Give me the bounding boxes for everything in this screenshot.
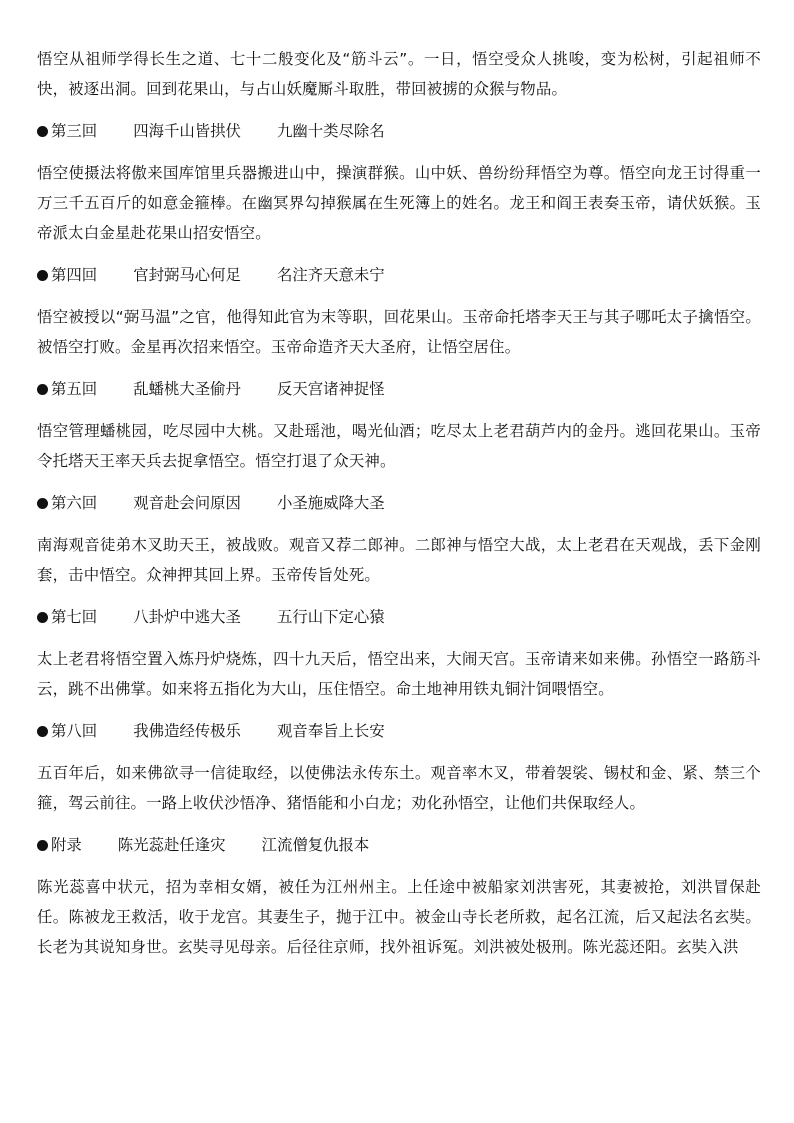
chapter-title-first: 四海千山皆拱伏 [133,122,241,140]
chapter-title-first: 八卦炉中逃大圣 [133,608,241,626]
intro-paragraph: 悟空从祖师学得长生之道、七十二般变化及“筋斗云”。一日，悟空受众人挑唆，变为松树，引起祖师不快，被逐出洞。回到花果山，与占山妖魔厮斗取胜，带回被掳的众猴与物品。 [37,50,761,98]
appendix-heading [37,830,761,860]
chapter-4-paragraph: 悟空被授以“弼马温”之官，他得知此官为末等职，回花果山。玉帝命托塔李天王与其子哪吒太子擒悟空。被悟空打败。金星再次招来悟空。玉帝命造齐天大圣府，让悟空居住。 [37,308,761,356]
chapter-title-second: 九幽十类尽除名 [276,122,385,140]
bullet-icon [37,498,48,509]
chapter-3-paragraph: 悟空使摄法将傲来国库馆里兵器搬进山中，操演群猴。山中妖、兽纷纷拜悟空为尊。悟空向龙王讨得重一万三千五百斤的如意金箍棒。在幽冥界勾掉猴属在生死簿上的姓名。龙王和阎王表奏玉帝，请伏妖猴。玉帝派太白金星赴花果山招安悟空。 [37,164,761,242]
chapter-number: 第三回 [51,122,98,140]
chapter-title-second: 名注齐天意未宁 [276,266,385,284]
chapter-8-paragraph: 五百年后，如来佛欲寻一信徒取经，以使佛法永传东土。观音率木叉，带着袈裟、锡杖和金、紧、禁三个箍，驾云前往。一路上收伏沙悟净、猪悟能和小白龙；劝化孙悟空，让他们共保取经人。 [37,764,761,812]
chapter-6-paragraph: 南海观音徒弟木叉助天王，被战败。观音又荐二郎神。二郎神与悟空大战，太上老君在天观战，丢下金刚套，击中悟空。众神押其回上界。玉帝传旨处死。 [37,536,761,584]
chapter-7-paragraph: 太上老君将悟空置入炼丹炉烧炼，四十九天后，悟空出来，大闹天宫。玉帝请来如来佛。孙悟空一路筋斗云，跳不出佛掌。如来将五指化为大山，压住悟空。命土地神用铁丸铜汁饲喂悟空。 [37,650,761,698]
chapter-7-heading [37,602,761,632]
chapter-title-second: 反天宫诸神捉怪 [276,380,385,398]
bullet-icon [37,384,48,395]
bullet-icon [37,726,48,737]
chapter-title-second: 江流僧复仇报本 [261,836,370,854]
chapter-3-heading [37,116,761,146]
chapter-number: 第七回 [51,608,98,626]
chapter-title-first: 我佛造经传极乐 [133,722,241,740]
bullet-icon [37,612,48,623]
chapter-number: 第八回 [51,722,98,740]
chapter-title-first: 官封弼马心何足 [133,266,241,284]
chapter-number: 第五回 [51,380,98,398]
chapter-title-second: 小圣施威降大圣 [276,494,385,512]
chapter-5-heading [37,374,761,404]
chapter-4-heading [37,260,761,290]
chapter-6-heading [37,488,761,518]
chapter-5-paragraph: 悟空管理蟠桃园，吃尽园中大桃。又赴瑶池，喝光仙酒；吃尽太上老君葫芦内的金丹。逃回花果山。玉帝令托塔天王率天兵去捉拿悟空。悟空打退了众天神。 [37,422,761,470]
bullet-icon [37,126,48,137]
chapter-number: 附录 [51,836,82,854]
bullet-icon [37,840,48,851]
appendix-paragraph: 陈光蕊喜中状元，招为幸相女婿，被任为江州州主。上任途中被船家刘洪害死，其妻被抢，刘洪冒保赴任。陈被龙王救活，收于龙宫。其妻生子，抛于江中。被金山寺长老所救，起名江流，后又起法名玄奘。长老为其说知身世。玄奘寻见母亲。后径往京师，找外祖诉冤。刘洪被处极刑。陈光蕊还阳。玄奘入洪 [37,878,761,956]
chapter-8-heading [37,716,761,746]
chapter-title-first: 乱蟠桃大圣偷丹 [133,380,241,398]
chapter-title-second: 观音奉旨上长安 [276,722,385,740]
chapter-title-first: 陈光蕊赴任逢灾 [117,836,226,854]
chapter-number: 第六回 [51,494,98,512]
document-page [37,44,761,962]
chapter-number: 第四回 [51,266,98,284]
bullet-icon [37,270,48,281]
chapter-title-first: 观音赴会问原因 [133,494,241,512]
chapter-title-second: 五行山下定心猿 [276,608,385,626]
